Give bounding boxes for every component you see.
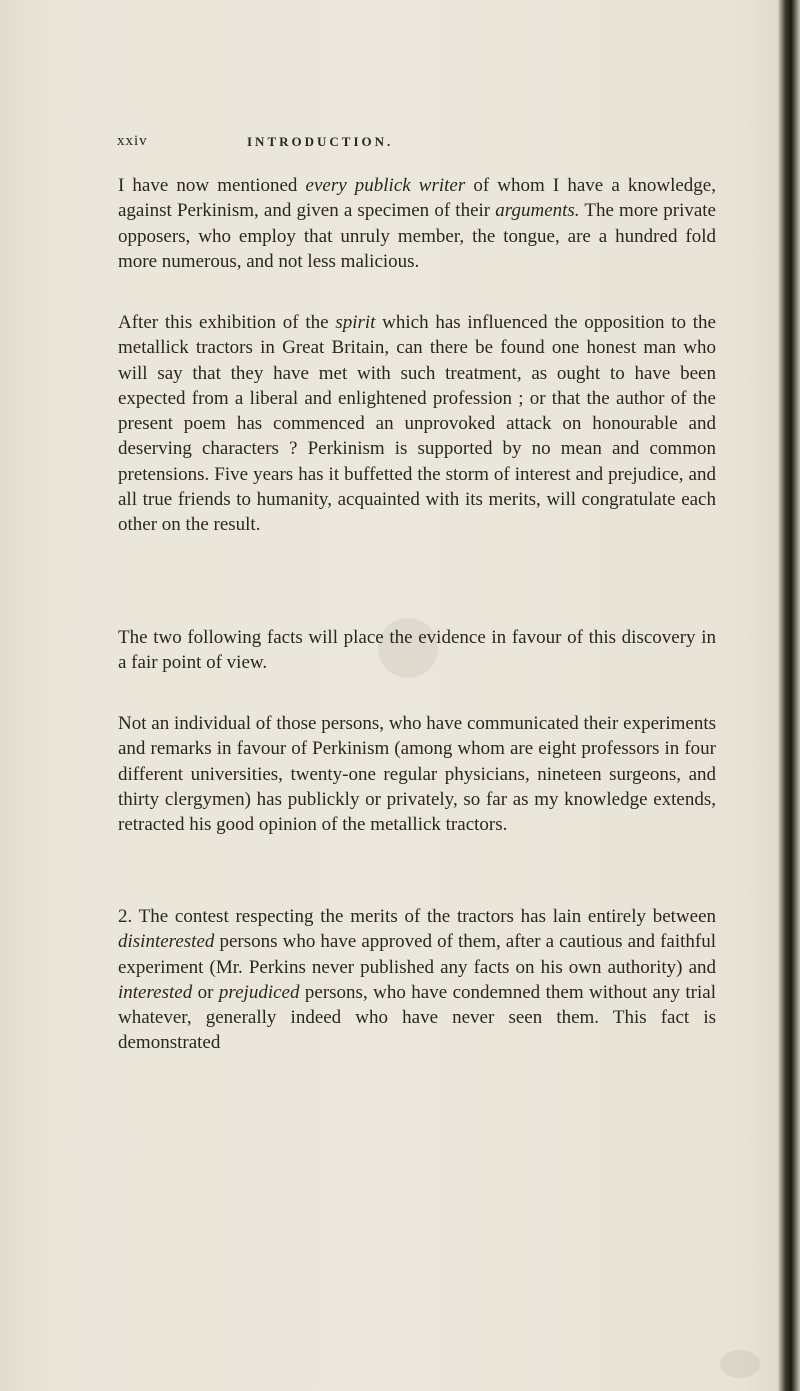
italic-run: spirit <box>335 312 376 333</box>
text-run: The more private opposers, who employ that unruly member, the tongue, are a hundred fold more numerous, and not less malicious. <box>118 200 716 272</box>
page-edge-shadow <box>778 0 800 1391</box>
text-run: 2. The contest respecting the merits of the tractors has lain entirely between <box>118 906 716 927</box>
page-number: xxiv <box>117 133 148 149</box>
italic-run: disinterested <box>118 931 215 953</box>
text-run: persons, who have condemned them without any trial whatever, generally indeed who have never seen them. This fact is demonstrated <box>118 981 716 1054</box>
paragraph-text <box>118 625 716 676</box>
text-run: or <box>192 981 219 1003</box>
text-run: Not an individual of those persons, who have communicated their experiments and remarks in favour of Perkinism (among whom are eight professors in four different universities, twenty-one regular physicians, nineteen surgeons, and thirty clergymen) has publickly or privately, so far as my knowledge extends, retracted his good opinion of the metallick tractors. <box>118 713 716 836</box>
running-head <box>117 133 717 157</box>
italic-run: prejudiced <box>218 981 300 1003</box>
section-title: INTRODUCTION. <box>247 134 394 149</box>
text-run: persons who have approved of them, after a cautious and faithful experiment (Mr. Perkins never published any facts on his own authority) and <box>118 931 716 978</box>
paragraph-text <box>118 310 716 538</box>
italic-run: arguments. <box>495 200 580 222</box>
italic-run: interested <box>118 981 193 1003</box>
paragraph-text <box>118 173 716 274</box>
paragraph-fact-one <box>118 711 716 837</box>
text-run: After this exhibition of the <box>118 312 336 333</box>
paragraph-publick-writers <box>118 173 716 274</box>
text-run: which has influenced the opposition to the metallick tractors in Great Britain, can there be found one honest man who will say that they have met with such treatment, as ought to have been expected from a liberal and enlightened profession ; or that the author of the present poem has commenced an unprovoked attack on honourable and deserving characters ? Perkinism is supported by no mean and common pretensions. Five years has it buffetted the storm of interest and prejudice, and all true friends to humanity, acquainted with its merits, will congratulate each other on the result. <box>118 312 716 536</box>
text-run: I have now mentioned <box>118 175 306 196</box>
paragraph-text <box>118 711 716 837</box>
paragraph-spirit-of-opposition <box>118 310 716 538</box>
paragraph-fact-two <box>118 904 716 1056</box>
paragraph-two-facts-intro <box>118 625 716 676</box>
text-run: of whom I have a knowledge, against Perkinism, and given a specimen of their <box>118 175 716 222</box>
paragraph-text <box>118 904 716 1056</box>
paper-stain <box>720 1350 760 1378</box>
text-run: The two following facts will place the evidence in favour of this discovery in a fair point of view. <box>118 627 716 674</box>
italic-run: every publick writer <box>305 175 466 196</box>
